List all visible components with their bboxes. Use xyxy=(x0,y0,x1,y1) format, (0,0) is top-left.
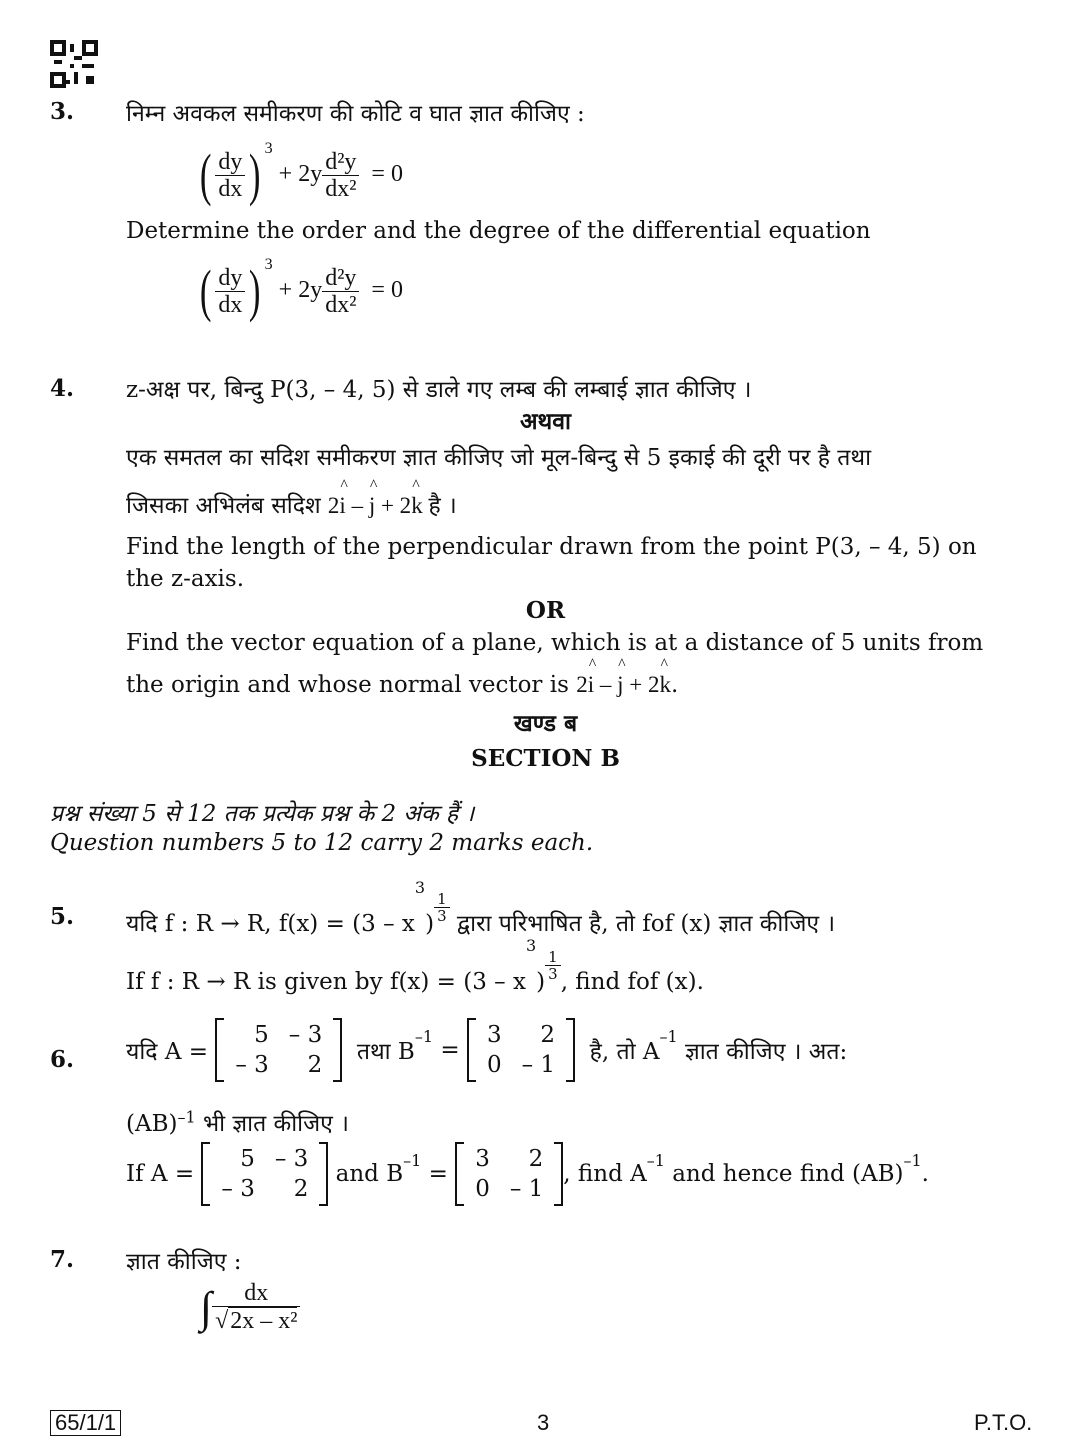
integral-num: dx xyxy=(212,1280,300,1307)
matrix-cell: 3 xyxy=(486,1022,502,1048)
eq-den2: dx² xyxy=(325,291,357,318)
exp-den: 3 xyxy=(437,907,447,925)
unit-j: ^ j xyxy=(369,493,375,519)
matrix-b-inverse xyxy=(467,1018,575,1082)
op: – xyxy=(599,672,612,697)
matrix-cell: 5 xyxy=(254,1022,269,1048)
q4-hindi-a: z-अक्ष पर, बिन्दु P(3, – 4, 5) से डाले गए लम्ब की लम्बाई ज्ञात कीजिए । xyxy=(126,377,752,403)
unit-k: ^ k xyxy=(659,672,671,698)
matrix-cell: – 1 xyxy=(521,1052,556,1078)
q6-english-pre: If A = xyxy=(126,1161,195,1187)
integral-sign: ∫ xyxy=(200,1282,213,1332)
exp-den: 3 xyxy=(548,965,558,983)
op: + 2 xyxy=(629,672,660,697)
inverse-sup: –1 xyxy=(414,1027,434,1046)
cube: 3 xyxy=(414,878,426,897)
q4-hindi-b1: एक समतल का सदिश समीकरण ज्ञात कीजिए जो मूल-बिन्दु से 5 इकाई की दूरी पर है तथा xyxy=(126,445,872,471)
section-title-hindi: खण्ड ब xyxy=(513,710,578,737)
q4-english-b2-post: . xyxy=(670,672,679,698)
inverse-sup: –1 xyxy=(177,1107,196,1127)
inverse-sup: –1 xyxy=(403,1151,422,1170)
q5-english-post: , find fof (x). xyxy=(560,969,704,995)
inverse-sup: –1 xyxy=(903,1151,922,1170)
pto-label: P.T.O. xyxy=(974,1410,1033,1435)
paper-code: 65/1/1 xyxy=(50,1410,121,1436)
q6-hindi-line1 xyxy=(126,1018,981,1082)
q4-hindi-b2-post: है । xyxy=(428,493,457,519)
question-number: 3. xyxy=(50,98,75,125)
eq-mid: + 2y xyxy=(278,277,323,303)
eq-den: dx xyxy=(218,291,243,318)
op: – xyxy=(351,493,364,518)
or-english: OR xyxy=(525,597,566,624)
matrix-a xyxy=(201,1142,328,1206)
matrix-cell: – 3 xyxy=(221,1176,255,1202)
normal-vector xyxy=(328,493,429,518)
matrix-cell: – 3 xyxy=(235,1052,269,1078)
exp-num: 1 xyxy=(434,891,450,909)
q5-english-pre: If f : R → R is given by f(x) = (3 – x xyxy=(126,969,526,995)
page-number: 3 xyxy=(537,1410,550,1435)
q3-hindi-text: निम्न अवकल समीकरण की कोटि व घात ज्ञात कीजिए : xyxy=(126,101,585,127)
coef: 2 xyxy=(327,493,340,518)
q6-hindi-post2: ज्ञात कीजिए । अत: xyxy=(684,1039,848,1065)
op: + 2 xyxy=(380,493,412,518)
matrix-cell: 2 xyxy=(307,1052,323,1078)
eq-num2: d²y xyxy=(322,149,359,176)
unit-k: ^ k xyxy=(411,493,423,519)
q3-equation-english: ( $\frac{dy}{dx}$ ) $^3$ + 2y $\frac{\text{d²y}}{\text{dx²}}$ = 0 xyxy=(199,256,403,324)
matrix-a xyxy=(215,1018,342,1082)
eq-rhs: = 0 xyxy=(371,161,403,187)
matrix-cell: 2 xyxy=(528,1146,544,1172)
qr-code-icon xyxy=(50,40,98,88)
cube: 3 xyxy=(525,936,537,955)
eq-power: 3 xyxy=(264,256,273,273)
equals: = xyxy=(440,1037,460,1063)
q3-english-text: Determine the order and the degree of the differential equation xyxy=(126,218,871,244)
eq-num: dy xyxy=(215,149,245,176)
q6-hindi-mid: तथा B xyxy=(356,1039,415,1065)
q4-hindi-b2-pre: जिसका अभिलंब सदिश xyxy=(126,493,321,519)
exp-num: 1 xyxy=(545,949,561,967)
q5-hindi-post: द्वारा परिभाषित है, तो fof (x) ज्ञात कीजिए । xyxy=(456,911,836,937)
unit-i: ^ i xyxy=(588,672,594,698)
normal-vector xyxy=(576,672,671,697)
eq-num: dy xyxy=(215,265,245,292)
integral-den-wrap: √2x – x² xyxy=(215,1308,298,1335)
matrix-cell: 2 xyxy=(293,1176,309,1202)
matrix-cell: – 3 xyxy=(288,1022,323,1048)
section-note-english: Question numbers 5 to 12 carry 2 marks each. xyxy=(50,830,594,856)
q4-hindi-b2 xyxy=(126,488,457,520)
coef: 2 xyxy=(576,672,588,697)
q4-english-a1: Find the length of the perpendicular drawn from the point P(3, – 4, 5) on xyxy=(126,534,977,560)
matrix-cell: 3 xyxy=(475,1146,490,1172)
inverse-sup: –1 xyxy=(659,1027,678,1046)
q6-hindi-pre: यदि A = xyxy=(126,1039,209,1065)
matrix-cell: 2 xyxy=(540,1022,556,1048)
eq-den2: dx² xyxy=(325,175,357,202)
question-number: 5. xyxy=(50,903,75,930)
q6-english-post: , find A xyxy=(563,1161,647,1187)
eq-rhs: = 0 xyxy=(371,277,403,303)
question-number: 4. xyxy=(50,375,75,402)
q7-integral xyxy=(200,1280,300,1335)
matrix-cell: 0 xyxy=(486,1052,502,1078)
q4-english-b2 xyxy=(126,672,678,698)
q5-hindi-pre: यदि f : R → R, f(x) = (3 – x xyxy=(126,911,415,937)
q6-english-mid: and B xyxy=(335,1161,404,1187)
q7-hindi: ज्ञात कीजिए : xyxy=(126,1249,242,1275)
question-number: 7. xyxy=(50,1246,75,1273)
q6-hindi-line2-ab: (AB) xyxy=(126,1111,178,1137)
q5-english: If f : R → R is given by $f(x) = (3 - x^3)$ $\frac{1}{3}$ , find fof (x). xyxy=(126,936,704,995)
matrix-cell: – 1 xyxy=(509,1176,544,1202)
section-title-english: SECTION B xyxy=(471,745,620,772)
q6-hindi-line2-post: भी ज्ञात कीजिए । xyxy=(202,1111,349,1137)
q6-english-post2: and hence find (AB) xyxy=(672,1161,904,1187)
matrix-cell: – 3 xyxy=(274,1146,309,1172)
q4-english-a2: the z-axis. xyxy=(126,566,245,592)
matrix-cell: 0 xyxy=(475,1176,490,1202)
eq-den: dx xyxy=(218,175,243,202)
inverse-sup: –1 xyxy=(646,1151,665,1170)
or-hindi: अथवा xyxy=(519,408,571,435)
q4-english-b2-pre: the origin and whose normal vector is xyxy=(126,672,569,698)
question-number: 6. xyxy=(50,1046,75,1073)
eq-power: 3 xyxy=(264,140,273,157)
q6-english-line: If A = 5 – 3 – 3 2 and $B^{-1}$ = 3 2 0 – 1 , find $A^{-1}$ and hence find (AB)$^{-1}$. xyxy=(126,1142,929,1206)
q3-equation-hindi: ( $\frac{dy}{dx}$ ) $^3$ + 2y $\frac{\text{d²y}}{\text{dx²}}$ = 0 xyxy=(199,140,403,208)
q6-hindi-line2 xyxy=(126,1106,349,1138)
equals: = xyxy=(428,1161,448,1187)
unit-i: ^ i xyxy=(339,493,345,519)
eq-mid: + 2y xyxy=(278,161,323,187)
q5-hindi: यदि f : R → R, $f(x) = (3 - x^3)$ $\frac{1}{3}$ द्वारा परिभाषित है, तो fof (x) ज्ञात कीजिए । xyxy=(126,878,836,937)
matrix-b-inverse xyxy=(455,1142,563,1206)
eq-num2: d²y xyxy=(322,265,359,292)
q4-english-b1: Find the vector equation of a plane, which is at a distance of 5 units from xyxy=(126,630,984,656)
q6-hindi-post: है, तो A xyxy=(589,1039,660,1065)
section-note-hindi: प्रश्न संख्या 5 से 12 तक प्रत्येक प्रश्न के 2 अंक हैं । xyxy=(50,801,475,827)
unit-j: ^ j xyxy=(617,672,623,698)
integral-den: 2x – x² xyxy=(230,1308,298,1335)
matrix-cell: 5 xyxy=(240,1146,255,1172)
